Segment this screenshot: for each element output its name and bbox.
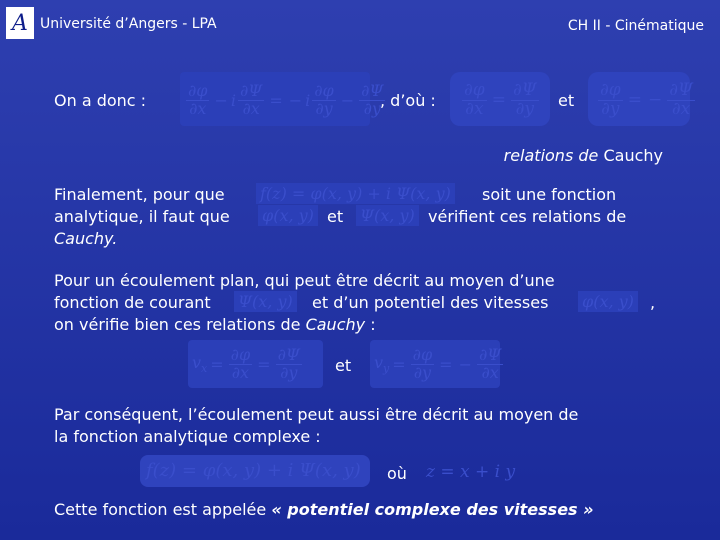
equation-z: z = x + i y: [426, 462, 516, 482]
header-university: Université d’Angers - LPA: [40, 16, 217, 32]
ou-text: où: [387, 464, 407, 483]
finalement-line2-b: vérifient ces relations de: [428, 207, 627, 226]
ecoulement-line3-a: on vérifie bien ces relations de: [54, 315, 301, 334]
equation-cauchy-riemann-2: $\frac{\partial\varphi}{\partial y}$ = − $\frac{\partial\Psi}{\partial x}$: [600, 79, 693, 119]
ecoulement-line3-c: :: [370, 315, 376, 334]
ecoulement-line3-b: Cauchy: [305, 315, 366, 334]
consequent-line1: Par conséquent, l’écoulement peut aussi être décrit au moyen de: [54, 405, 579, 424]
ecoulement-line1: Pour un écoulement plan, qui peut être décrit au moyen d’une: [54, 271, 555, 290]
finalement-line2-a: analytique, il faut que: [54, 207, 230, 226]
ecoulement-line2-c: ,: [650, 293, 656, 312]
equation-phi-potential: φ(x, y): [578, 291, 638, 312]
ecoulement-line3: [54, 315, 376, 334]
header-chapter: CH II - Cinématique: [567, 18, 704, 34]
equation-cauchy-derivation: $\frac{\partial\varphi}{\partial x}$ − i $\frac{\partial\Psi}{\partial x}$ = − i $\frac{\partial\varphi}{\partial y}$ − $\frac{\partial\Psi}{\partial y}$: [188, 80, 384, 118]
caption-italic: relations de: [503, 146, 599, 165]
equation-psi-inline: Ψ(x, y): [356, 205, 419, 226]
finalement-line1-b: soit une fonction: [482, 185, 617, 204]
potentiel-line-a: Cette fonction est appelée: [54, 500, 267, 519]
equation-psi-stream: Ψ(x, y): [234, 291, 297, 312]
potentiel-line: [54, 500, 594, 519]
caption-cauchy: [504, 146, 663, 165]
finalement-et: et: [327, 207, 344, 226]
equation-f-of-z-inline: f(z) = φ(x, y) + i Ψ(x, y): [256, 183, 455, 204]
finalement-line3: Cauchy.: [54, 229, 118, 248]
ecoulement-line2-b: et d’un potentiel des vitesses: [312, 293, 549, 312]
et-text-1: et: [558, 91, 575, 110]
consequent-line2: la fonction analytique complexe :: [54, 427, 321, 446]
potentiel-line-b: « potentiel complexe des vitesses »: [271, 500, 594, 519]
equation-f-of-z: f(z) = φ(x, y) + i Ψ(x, y): [146, 460, 361, 481]
intro-text: On a donc :: [54, 91, 147, 110]
equation-vy: $v_y$ = $\frac{\partial\varphi}{\partial y}$ = − $\frac{\partial\Psi}{\partial x}$: [374, 344, 502, 382]
finalement-line1-a: Finalement, pour que: [54, 185, 225, 204]
equation-phi-inline: φ(x, y): [258, 205, 318, 226]
equation-vx: $v_x$ = $\frac{\partial\varphi}{\partial x}$ = $\frac{\partial\Psi}{\partial y}$: [192, 344, 300, 382]
caption-name: Cauchy: [603, 146, 663, 165]
university-logo: A: [6, 7, 34, 39]
ecoulement-line2-a: fonction de courant: [54, 293, 211, 312]
dou-text: , d’où :: [380, 91, 436, 110]
et-text-vxvy: et: [335, 356, 352, 375]
equation-cauchy-riemann-1: $\frac{\partial\varphi}{\partial x}$ = $\frac{\partial\Psi}{\partial y}$: [464, 79, 537, 119]
